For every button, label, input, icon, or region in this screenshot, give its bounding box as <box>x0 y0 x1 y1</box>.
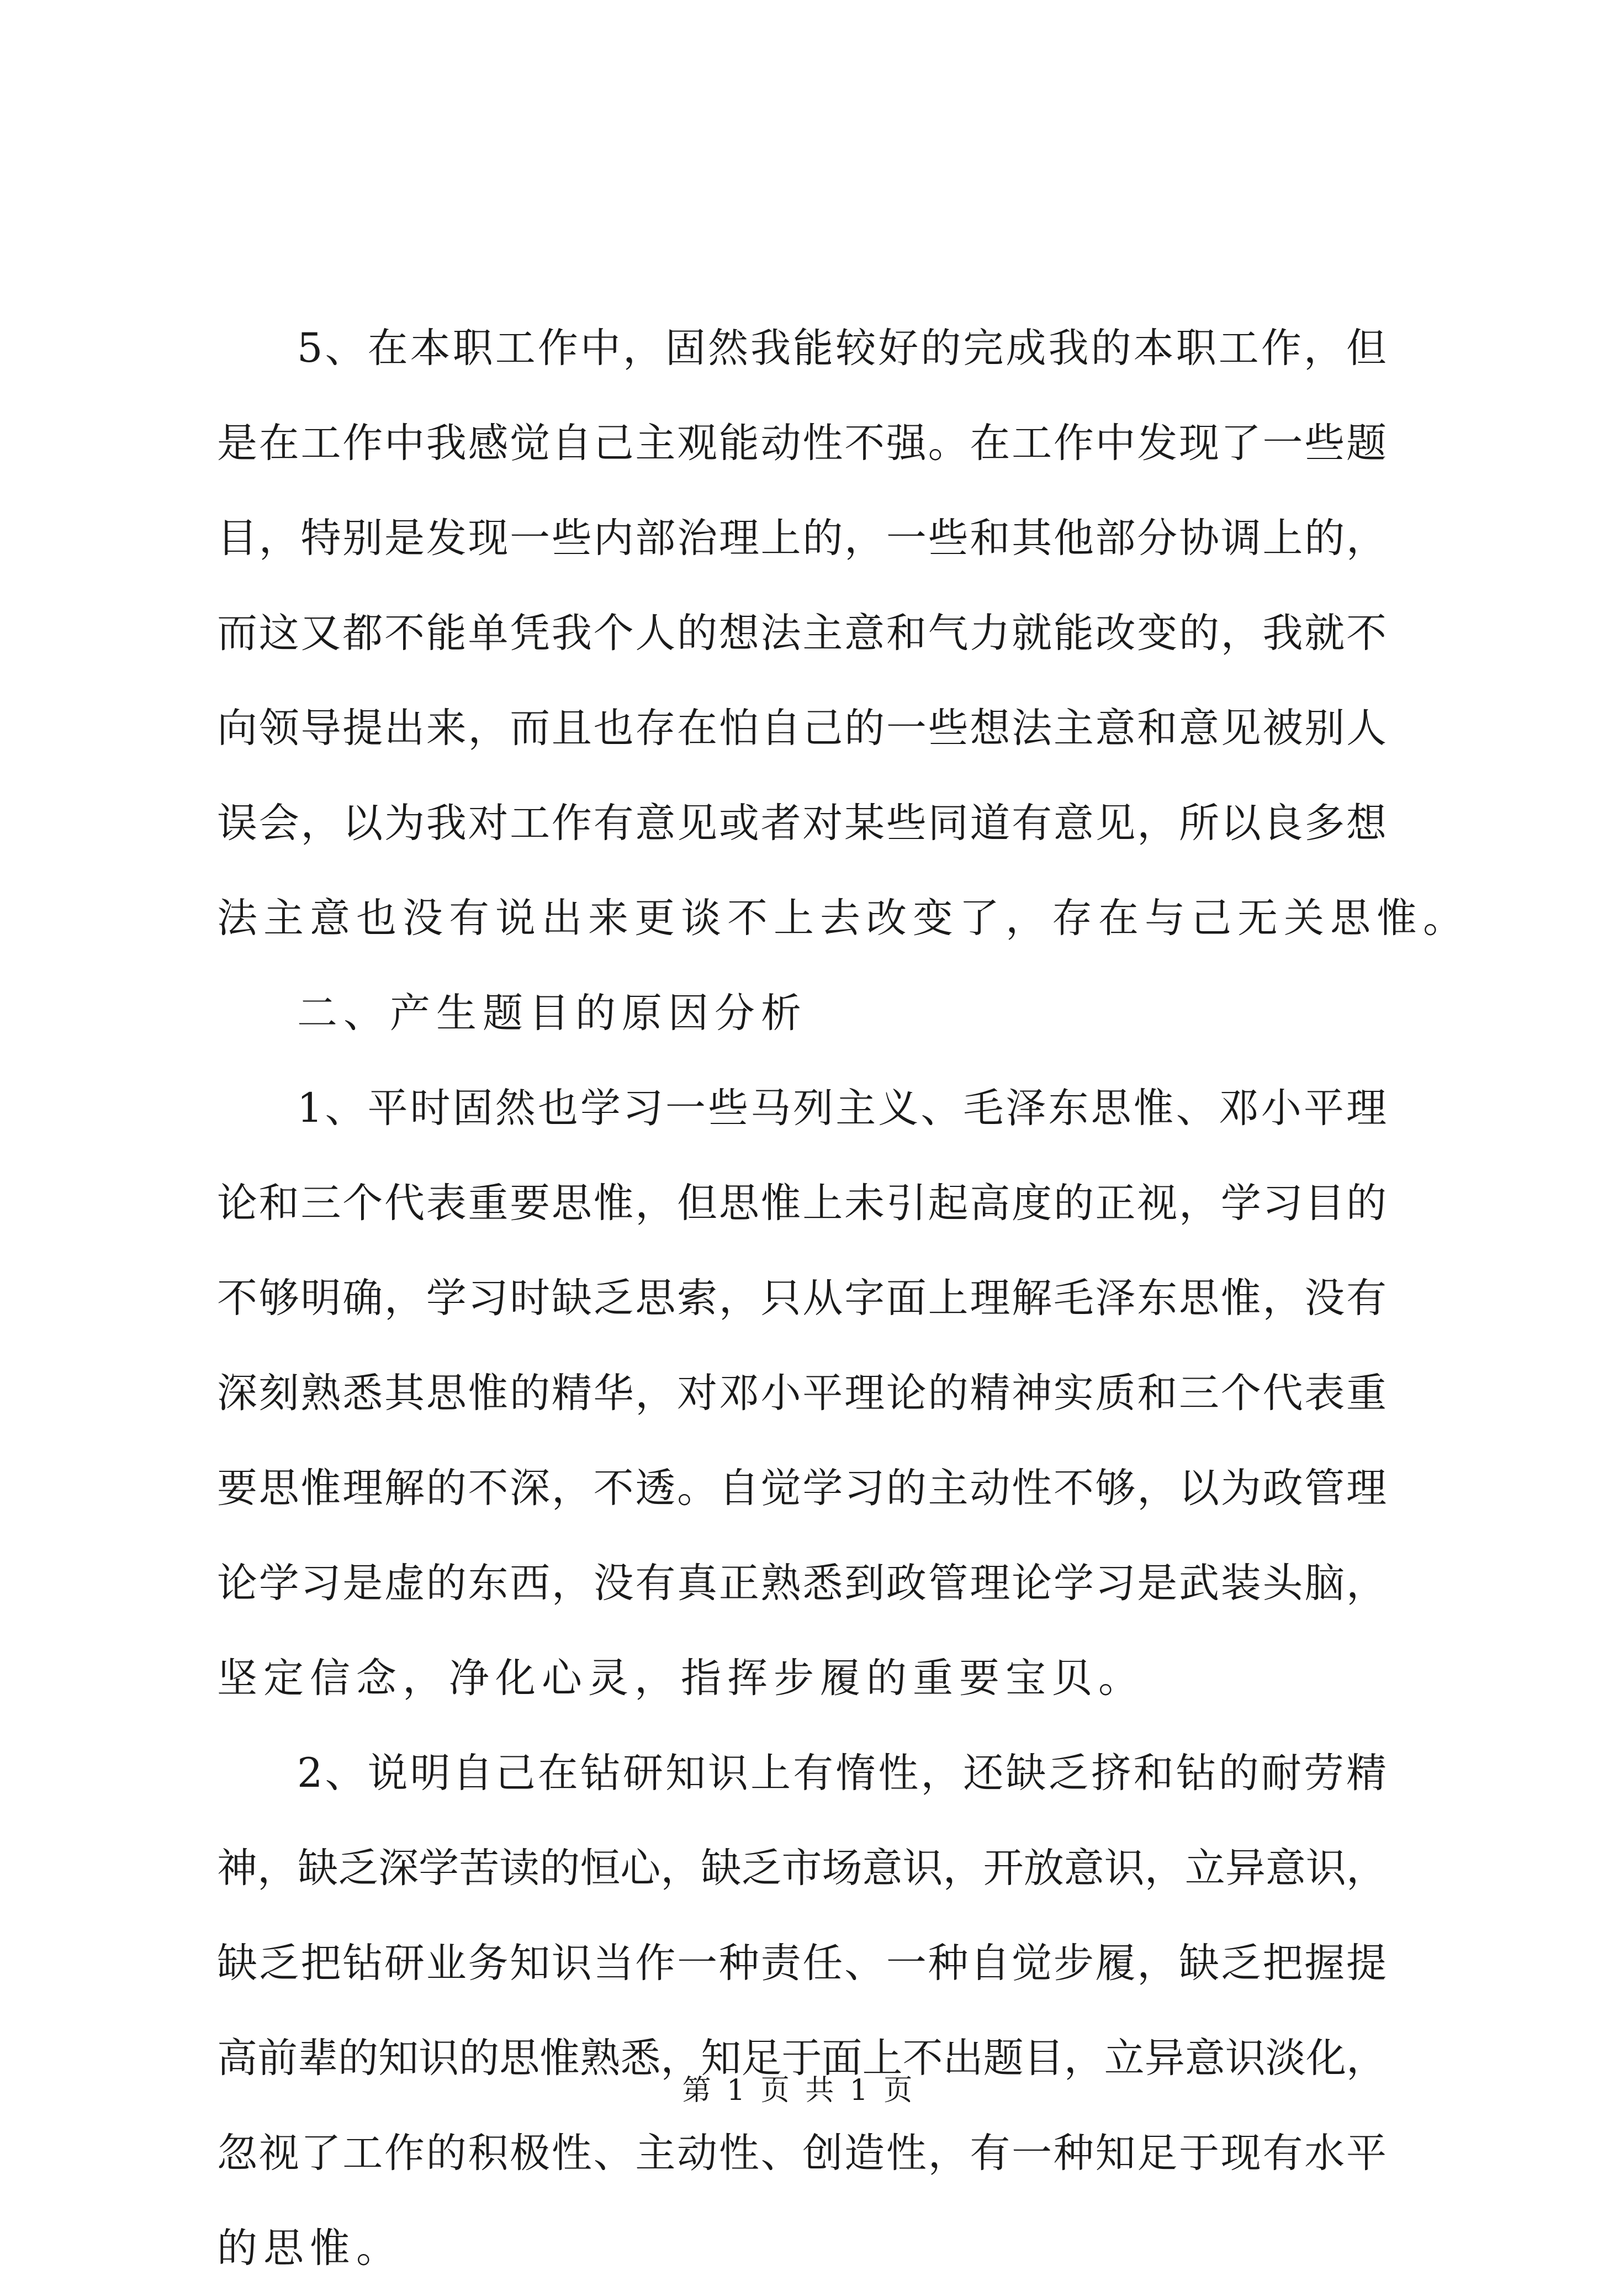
paragraph-5-line-7: 法主意也没有说出来更谈不上去改变了，存在与己无关思惟。 <box>217 895 1469 942</box>
paragraph-2-line-4: 高前辈的知识的思惟熟悉，知足于面上不出题目，立异意识淡化， <box>217 2035 1387 2082</box>
paragraph-1-line-6: 论学习是虚的东西，没有真正熟悉到政管理论学习是武装头脑， <box>217 1560 1387 1607</box>
paragraph-5-line-4: 而这又都不能单凭我个人的想法主意和气力就能改变的，我就不 <box>217 610 1387 657</box>
paragraph-1-line-2: 论和三个代表重要思惟，但思惟上未引起高度的正视，学习目的 <box>217 1180 1387 1227</box>
paragraph-1-line-4: 深刻熟悉其思惟的精华，对邓小平理论的精神实质和三个代表重 <box>217 1370 1387 1417</box>
paragraph-1-line-3: 不够明确，学习时缺乏思索，只从字面上理解毛泽东思惟，没有 <box>217 1275 1387 1322</box>
paragraph-2-line-6: 的思惟。 <box>217 2225 403 2272</box>
paragraph-1-line-7: 坚定信念，净化心灵，指挥步履的重要宝贝。 <box>217 1655 1145 1702</box>
paragraph-5-line-6: 误会，以为我对工作有意见或者对某些同道有意见，所以良多想 <box>217 800 1387 847</box>
paragraph-2-line-1: 2、说明自己在钻研知识上有惰性，还缺乏挤和钻的耐劳精 <box>297 1750 1387 1797</box>
paragraph-5-line-1: 5、在本职工作中，固然我能较好的完成我的本职工作，但 <box>297 325 1387 372</box>
page-footer: 第 1 页 共 1 页 <box>682 2074 916 2107</box>
paragraph-2-line-2: 神，缺乏深学苦读的恒心，缺乏市场意识，开放意识，立异意识， <box>217 1845 1387 1892</box>
paragraph-5-line-3: 目，特别是发现一些内部治理上的，一些和其他部分协调上的， <box>217 515 1387 562</box>
paragraph-2-line-3: 缺乏把钻研业务知识当作一种责任、一种自觉步履，缺乏把握提 <box>217 1940 1387 1987</box>
body-text <box>217 301 1469 2296</box>
paragraph-5-line-2: 是在工作中我感觉自己主观能动性不强。在工作中发现了一些题 <box>217 420 1387 467</box>
paragraph-5-line-5: 向领导提出来，而且也存在怕自己的一些想法主意和意见被别人 <box>217 705 1387 752</box>
paragraph-1-line-5: 要思惟理解的不深，不透。自觉学习的主动性不够，以为政管理 <box>217 1465 1387 1512</box>
section-heading: 二、产生题目的原因分析 <box>297 990 807 1037</box>
paragraph-1-line-1: 1、平时固然也学习一些马列主义、毛泽东思惟、邓小平理 <box>297 1085 1387 1132</box>
paragraph-2-line-5: 忽视了工作的积极性、主动性、创造性，有一种知足于现有水平 <box>217 2130 1387 2177</box>
